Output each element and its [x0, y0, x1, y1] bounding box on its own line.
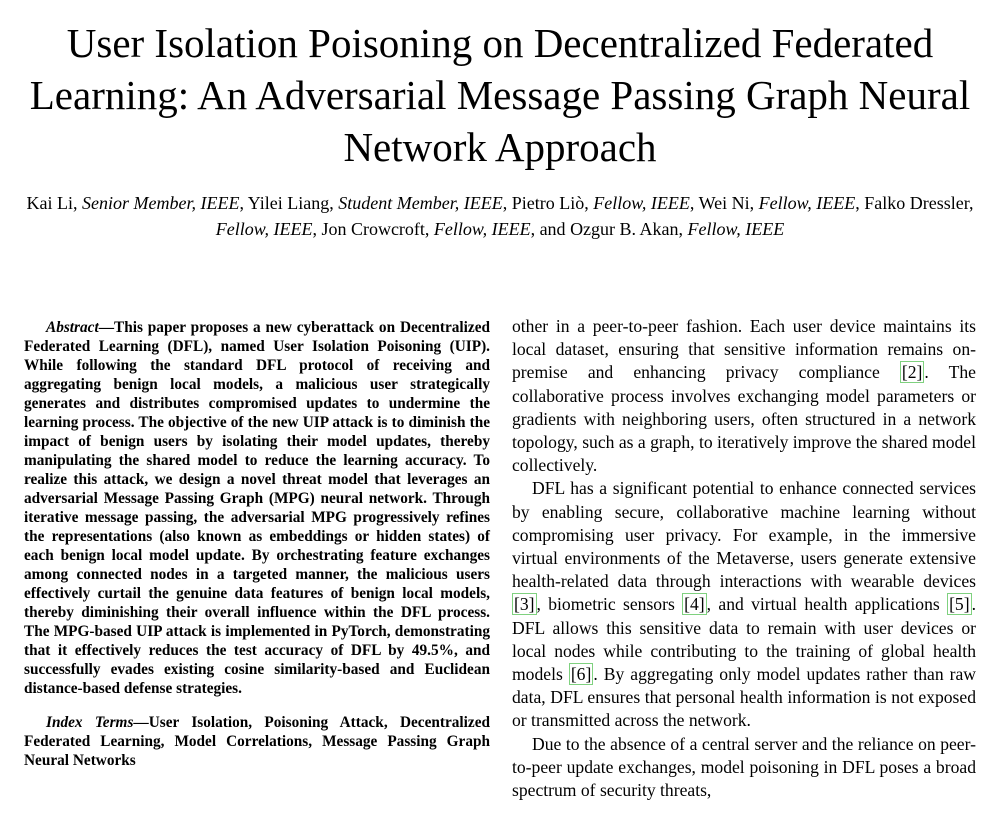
author-name: Falko Dressler,	[864, 193, 974, 213]
author-role: Fellow, IEEE	[433, 219, 531, 239]
citation-link[interactable]: [5]	[949, 594, 970, 615]
body-text: DFL has a significant potential to enhance connected services by enabling secure, collaborative machine learning without compromising user privacy. For example, in the immersive virtual environments of the Metaverse, users generate extensive health-related data through interactions with wearable devices	[512, 478, 976, 592]
author-role: Fellow, IEEE	[758, 193, 856, 213]
citation-link[interactable]: [4]	[684, 594, 705, 615]
citation-link[interactable]: [3]	[514, 594, 535, 615]
author-separator: ,	[689, 193, 699, 213]
abstract	[24, 318, 490, 698]
index-terms-label: Index Terms	[46, 714, 134, 731]
index-terms	[24, 713, 490, 770]
body-text: , biometric sensors	[536, 594, 683, 615]
index-terms-text: User Isolation, Poisoning Attack, Decentralized Federated Learning, Model Correlations, Message Passing Graph Neural Networks	[24, 714, 490, 769]
author-role: Student Member, IEEE	[338, 193, 503, 213]
author-separator: , and	[530, 219, 571, 239]
author-role: Fellow, IEEE	[215, 219, 313, 239]
left-column	[24, 318, 490, 770]
body-text: . The collaborative process involves exchanging model parameters or gradients with neighboring users, often structured in a network topology, such as a graph, to iteratively improve the shared model collectively.	[512, 362, 976, 476]
author-role: Senior Member, IEEE	[81, 193, 240, 213]
author-role: Fellow, IEEE	[593, 193, 690, 213]
body-text: , and virtual health applications	[706, 594, 948, 615]
author-name: Jon Crowcroft,	[321, 219, 434, 239]
author-separator: ,	[312, 219, 322, 239]
body-text: . By aggregating only model updates rather than raw data, DFL ensures that personal health information is not exposed or transmitted across the network.	[512, 664, 976, 731]
author-name: Ozgur B. Akan,	[570, 219, 688, 239]
author-separator: ,	[855, 193, 865, 213]
body-text: Due to the absence of a central server and the reliance on peer-to-peer update exchanges, model poisoning in DFL poses a broad spectrum of security threats,	[512, 733, 976, 801]
abstract-label: Abstract	[46, 319, 99, 336]
author-role: Fellow, IEEE	[687, 219, 785, 239]
author-name: Kai Li,	[26, 193, 82, 213]
body-text: . DFL allows this sensitive data to remain with user devices or local nodes while contributing to the training of global health models	[512, 594, 976, 685]
author-separator: ,	[502, 193, 512, 213]
author-name: Wei Ni,	[698, 193, 759, 213]
body-paragraph-1	[512, 315, 976, 477]
author-name: Yilei Liang,	[247, 193, 339, 213]
body-paragraph-2	[512, 477, 976, 732]
body-text: other in a peer-to-peer fashion. Each user device maintains its local dataset, ensuring that sensitive information remains on-premise and enhancing privacy compliance	[512, 316, 976, 383]
author-list	[24, 190, 976, 242]
body-paragraph-3	[512, 733, 976, 803]
citation-link[interactable]: [6]	[570, 664, 592, 685]
abstract-text: This paper proposes a new cyberattack on Decentralized Federated Learning (DFL), named User Isolation Poisoning (UIP). While following the standard DFL protocol of receiving and aggregating benign local models, a malicious user strategically generates and distributes compromised updates to undermine the learning process. The objective of the new UIP attack is to diminish the impact of benign users by isolating their model updates, thereby manipulating the shared model to reduce the learning accuracy. To realize this attack, we design a novel threat model that leverages an adversarial Message Passing Graph (MPG) neural network. Through iterative message passing, the adversarial MPG progressively refines the representations (also known as embeddings or hidden states) of each benign local model update. By orchestrating feature exchanges among connected nodes in a targeted manner, the malicious users effectively curtail the genuine data features of benign local models, thereby diminishing their overall influence within the DFL process. The MPG-based UIP attack is implemented in PyTorch, demonstrating that it effectively reduces the test accuracy of DFL by 49.5%, and successfully evades existing cosine similarity-based and Euclidean distance-based defense strategies.	[24, 319, 490, 697]
paper-title: User Isolation Poisoning on Decentralized Federated Learning: An Adversarial Message Passing Graph Neural Network Approach	[29, 20, 971, 170]
right-column	[512, 315, 976, 802]
citation-link[interactable]: [2]	[901, 362, 923, 383]
abstract-dash: —	[98, 319, 114, 336]
author-separator: ,	[239, 193, 248, 213]
author-name: Pietro Liò,	[511, 193, 594, 213]
index-terms-dash: —	[133, 714, 149, 731]
